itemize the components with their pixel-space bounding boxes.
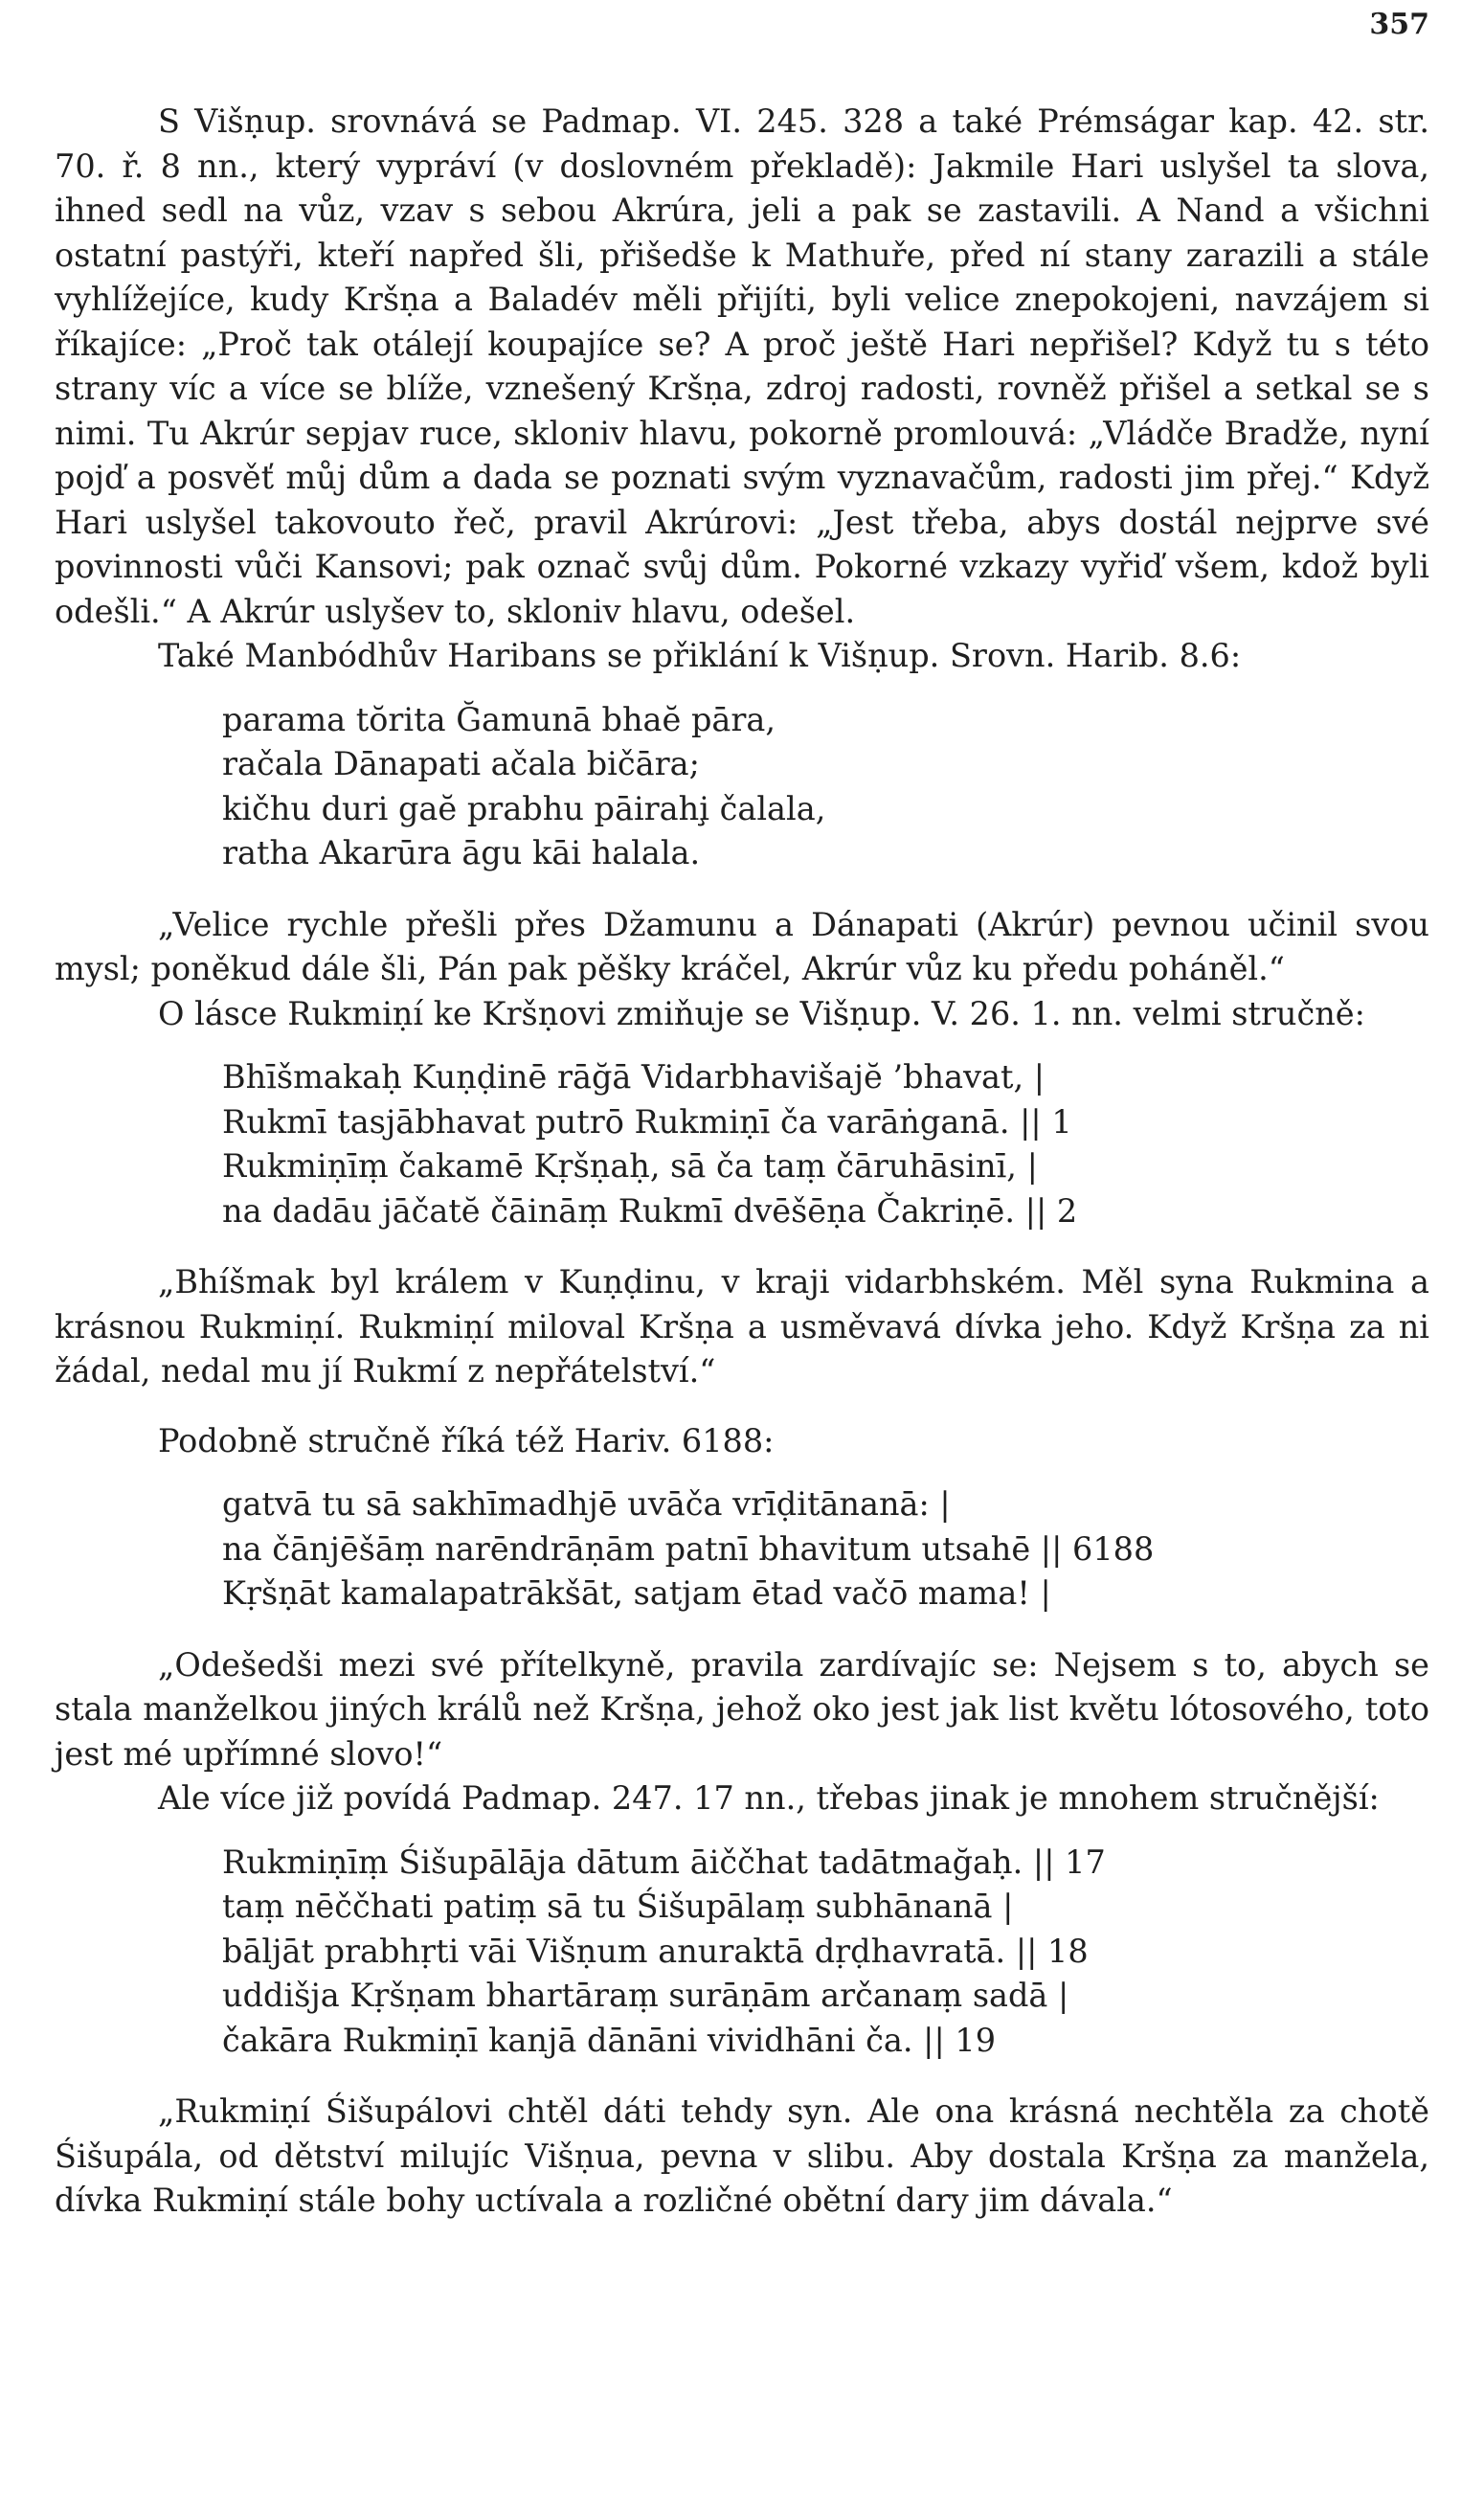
verse-vishnup (222, 1055, 1429, 1233)
verse-line: uddišja Kṛšṇam bhartāraṃ surāṇām arčanaṃ sadā | (222, 1977, 1069, 2014)
verse-line: ratha Akarūra āgu kāi halala. (222, 834, 701, 871)
page-content (55, 100, 1429, 2224)
verse-padmap (222, 1841, 1429, 2064)
paragraph-vishnup-translation: „Bhíšmak byl králem v Kuṇḍinu, v kraji vidarbhském. Měl syna Rukmina a krásnou Rukmiṇí. Rukmiṇí miloval Kršṇa a usměvavá dívka jeho. Když Kršṇa za ni žádal, nedal mu jí Rukmí z nepřátelství.“ (55, 1263, 1429, 1390)
verse-hariv (222, 1482, 1429, 1617)
paragraph-vishnu-comparison: S Višṇup. srovnává se Padmap. VI. 245. 328 a také Prémságar kap. 42. str. 70. ř. 8 nn., který vypráví (v doslovném překladě): Jakmile Hari uslyšel ta slova, ihned sedl na vůz, vzav s sebou Akrúra, jeli a pak se zastavili. A Nand a všichni ostatní pastýři, kteří napřed šli, přišedše k Mathuře, před ní stany zarazili a stále vyhlížejíce, kudy Kršṇa a Baladév měli přijíti, byli velice znepokojeni, navzájem si říkajíce: „Proč tak otálejí koupajíce se? A proč ještě Hari nepřišel? Když tu s této strany víc a více se blíže, vznešený Kršṇa, zdroj radosti, rovněž přišel a setkal se s nimi. Tu Akrúr sepjav ruce, skloniv hlavu, pokorně promlouvá: „Vládče Bradže, nyní pojď a posvěť můj dům a dada se poznati svým vyznavačům, radosti jim přej.“ Když Hari uslyšel takovouto řeč, pravil Akrúrovi: „Jest třeba, abys dostál nejprve své povinnosti vůči Kansovi; pak označ svůj dům. Pokorné vzkazy vyřiď všem, kdož byli odešli.“ A Akrúr uslyšev to, skloniv hlavu, odešel. (55, 102, 1429, 630)
verse-haribans (222, 698, 1429, 876)
paragraph-hariv-intro: Podobně stručně říká též Hariv. 6188: (158, 1421, 775, 1459)
paragraph-haribans-translation: „Velice rychle přešli přes Džamunu a Dánapati (Akrúr) pevnou učinil svou mysl; poněkud dále šli, Pán pak pěšky kráčel, Akrúr vůz ku předu poháněl.“ (55, 905, 1429, 987)
verse-line: Rukmī tasjābhavat putrō Rukmiṇī ča varāṅganā. || 1 (222, 1102, 1072, 1141)
verse-line: Rukmiṇīṃ Śišupālāja dātum āiččhat tadātmağaḥ. || 17 (222, 1843, 1106, 1881)
verse-line: Rukmiṇīṃ čakamē Kṛšṇaḥ, sā ča taṃ čāruhāsinī, | (222, 1147, 1038, 1185)
paragraph-manbodh-intro: Také Manbódhův Haribans se přiklání k Višṇup. Srovn. Harib. 8.6: (158, 637, 1242, 674)
verse-line: na dadāu jāčatĕ čāināṃ Rukmī dvēšēṇa Čakriṇē. || 2 (222, 1191, 1078, 1230)
verse-line: na čānjēšāṃ narēndrāṇām patnī bhavitum utsahē || 6188 (222, 1529, 1155, 1568)
verse-line: čakāra Rukmiṇī kanjā dānāni vividhāni ča. || 19 (222, 2021, 997, 2059)
verse-line: gatvā tu sā sakhīmadhjē uvāča vrīḍitānanā: | (222, 1485, 951, 1523)
verse-line: taṃ nēččhati patiṃ sā tu Śišupālaṃ subhānanā | (222, 1888, 1014, 1925)
page-number: 357 (1369, 8, 1429, 41)
paragraph-padmap-translation: „Rukmiṇí Śišupálovi chtěl dáti tehdy syn. Ale ona krásná nechtěla za chotě Śišupála, od dětství milujíc Višṇua, pevna v slibu. Aby dostala Kršṇa za manžela, dívka Rukmiṇí stále bohy uctívala a rozličné obětní dary jim dávala.“ (55, 2092, 1429, 2219)
verse-line: račala Dānapati ačala bičāra; (222, 745, 700, 782)
verse-line: bāljāt prabhṛti vāi Višṇum anuraktā dṛḍhavratā. || 18 (222, 1932, 1089, 1970)
verse-line: kičhu duri gaĕ prabhu pāirahi̧ čalala, (222, 789, 826, 827)
paragraph-hariv-translation: „Odešedši mezi své přítelkyně, pravila zardívajíc se: Nejsem s to, abych se stala manželkou jiných králů než Kršṇa, jehož oko jest jak list květu lótosového, toto jest mé upřímné slovo!“ (55, 1645, 1429, 1773)
spacer (55, 1394, 1429, 1419)
verse-line: Bhīšmakaḥ Kuṇḍinē rāğā Vidarbhavišajĕ ’bhavat, | (222, 1058, 1046, 1096)
verse-line: Kṛšṇāt kamalapatrākšāt, satjam ētad vačō mama! | (222, 1574, 1051, 1612)
paragraph-rukmini-intro: O lásce Rukmiṇí ke Kršṇovi zmiňuje se Višṇup. V. 26. 1. nn. velmi stručně: (158, 994, 1365, 1032)
verse-line: parama tŏrita Ğamunā bhaĕ pāra, (222, 700, 776, 738)
paragraph-padmap-intro: Ale více již povídá Padmap. 247. 17 nn., třebas jinak je mnohem stručnější: (158, 1779, 1380, 1817)
